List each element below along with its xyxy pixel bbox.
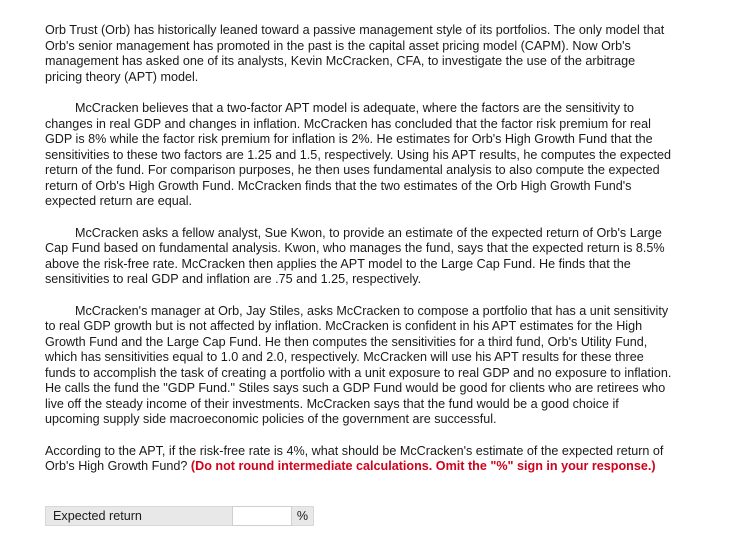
question-note: (Do not round intermediate calculations. Omit the "%" sign in your response.): [190, 459, 656, 473]
expected-return-label: Expected return: [45, 506, 232, 526]
gdp-fund-paragraph: McCracken's manager at Orb, Jay Stiles, asks McCracken to compose a portfolio that has a unit sensitivity to real GDP growth but is not affected by inflation. McCracken is confident in his APT estimates for the High Growth Fund and the Large Cap Fund. He then computes the sensitivities for a third fund, Orb's Utility Fund, which has sensitivities equal to 1.0 and 2.0, respectively. McCracken will use his APT results for these three funds to accomplish the task of creating a portfolio with a unit exposure to real GDP and no exposure to inflation. He calls the fund the "GDP Fund." Stiles says such a GDP Fund would be good for clients who are retirees who live off the steady income of their investments. McCracken says that the fund would be a good choice if upcoming supply side macroeconomic policies of the government are successful.: [45, 303, 672, 426]
question-prompt: [45, 444, 675, 475]
question-text: According to the APT, if the risk-free rate is 4%, what should be McCracken's estimate of the expected return of Orb's High Growth Fund?: [45, 443, 664, 473]
problem-content: [45, 23, 675, 491]
apt-model-paragraph: McCracken believes that a two-factor APT model is adequate, where the factors are the sensitivity to changes in real GDP and changes in inflation. McCracken has concluded that the factor risk premium for real GDP is 8% while the factor risk premium for inflation is 2%. He estimates for Orb's High Growth Fund that the sensitivities to these two factors are 1.25 and 1.5, respectively. Using his APT results, he computes the expected return of the fund. For comparison purposes, he then uses fundamental analysis to also compute the expected return of Orb's High Growth Fund. McCracken finds that the two estimates of the Orb High Growth Fund's expected return are equal.: [45, 101, 672, 208]
large-cap-paragraph: McCracken asks a fellow analyst, Sue Kwon, to provide an estimate of the expected return of Orb's Large Cap Fund based on fundamental analysis. Kwon, who manages the fund, says that the expected return is 8.5% above the risk-free rate. McCracken then applies the APT model to the Large Cap Fund. He finds that the sensitivities to real GDP and inflation are .75 and 1.25, respectively.: [45, 225, 665, 286]
percent-unit-label: %: [292, 506, 314, 526]
intro-paragraph: Orb Trust (Orb) has historically leaned toward a passive management style of its portfolios. The only model that Orb's senior management has promoted in the past is the capital asset pricing model (CAPM). Now Orb's management has asked one of its analysts, Kevin McCracken, CFA, to investigate the use of the arbitrage pricing theory (APT) model.: [45, 23, 665, 84]
answer-row: [45, 506, 314, 526]
expected-return-input[interactable]: [232, 506, 292, 526]
